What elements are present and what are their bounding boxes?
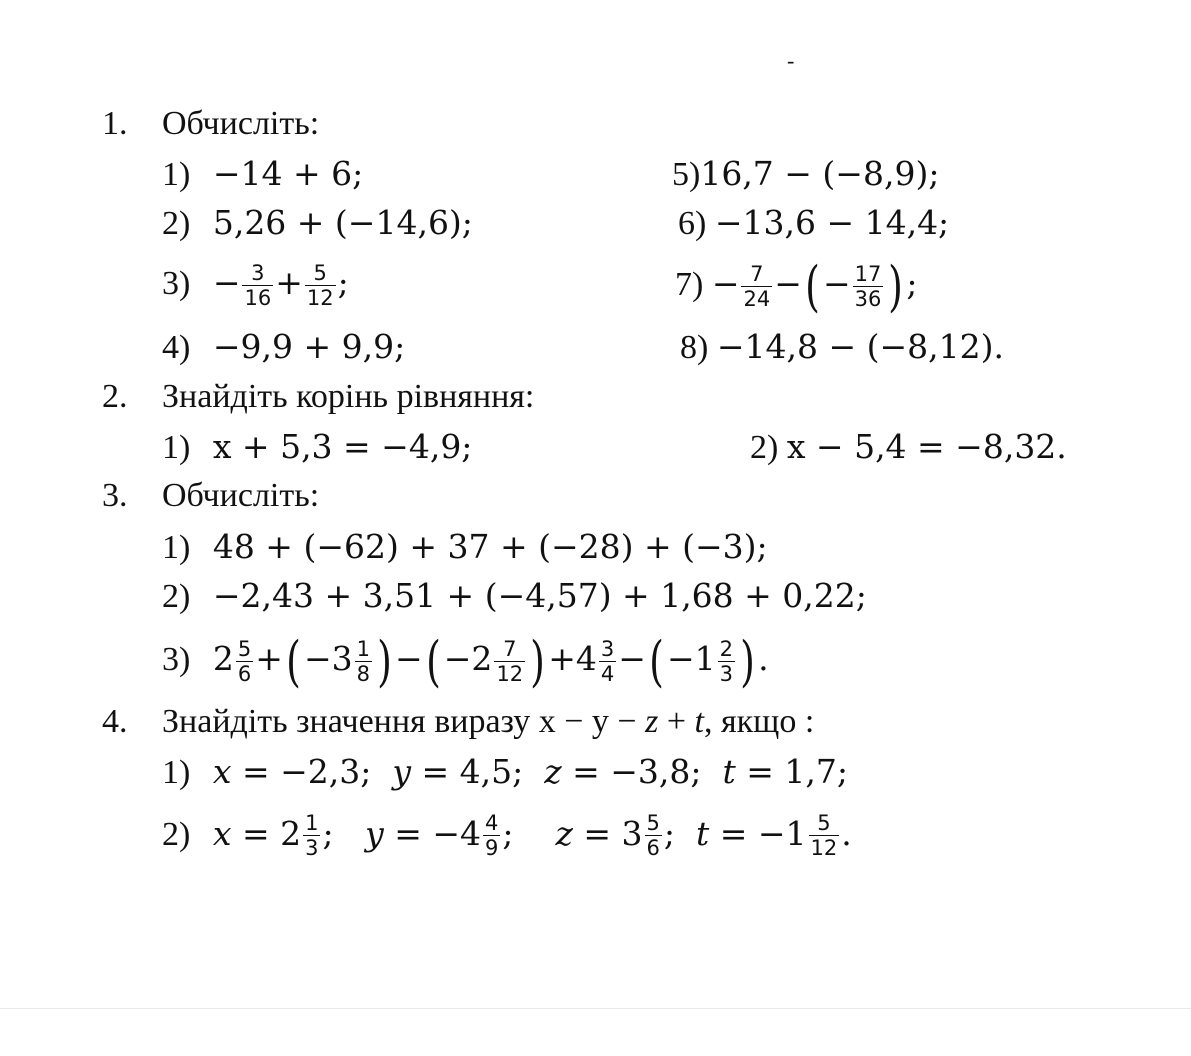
value-y: = −4 bbox=[383, 814, 482, 853]
fraction bbox=[718, 638, 735, 686]
item-number: 4) bbox=[162, 329, 191, 366]
task-title: Обчисліть: bbox=[162, 105, 320, 142]
numerator: 5 bbox=[237, 637, 252, 661]
fraction bbox=[599, 638, 616, 686]
plus-sign: + bbox=[658, 703, 695, 740]
item-number: 2) bbox=[162, 205, 191, 242]
variable-x: x bbox=[212, 752, 232, 791]
value-z: = −3,8; bbox=[561, 752, 702, 791]
value-x: = −2,3; bbox=[231, 752, 372, 791]
item-expression: x − 5,4 = −8,32. bbox=[786, 427, 1067, 466]
whole-part: −2 bbox=[443, 638, 493, 678]
numerator: 3 bbox=[600, 637, 615, 661]
numerator: 2 bbox=[719, 637, 734, 661]
task-3-item-3 bbox=[162, 630, 769, 693]
variable-z: z bbox=[544, 752, 562, 791]
variable-y: y bbox=[365, 814, 384, 853]
operator: − bbox=[618, 638, 646, 678]
denominator: 12 bbox=[306, 286, 334, 310]
variable-t: t bbox=[694, 703, 704, 740]
fraction bbox=[809, 812, 840, 860]
task-title: Обчисліть: bbox=[162, 477, 320, 514]
left-paren: ( bbox=[425, 630, 441, 693]
task-title bbox=[162, 702, 814, 742]
fraction bbox=[494, 638, 525, 686]
fraction bbox=[355, 638, 372, 686]
item-number: 2) bbox=[750, 429, 779, 466]
denominator: 8 bbox=[356, 662, 370, 686]
denominator: 4 bbox=[600, 662, 615, 686]
task-4-item-1 bbox=[162, 752, 848, 793]
item-number: 1) bbox=[162, 529, 191, 566]
task-number: 3. bbox=[102, 477, 128, 514]
denominator: 12 bbox=[810, 836, 838, 860]
denominator: 36 bbox=[854, 287, 882, 311]
numerator: 5 bbox=[313, 261, 327, 285]
minus-sign: − bbox=[212, 262, 241, 302]
denominator: 12 bbox=[496, 662, 524, 686]
operator: + bbox=[255, 638, 283, 678]
minus-sign: − bbox=[822, 263, 851, 303]
numerator: 5 bbox=[817, 811, 831, 835]
task-1-item-4 bbox=[162, 327, 405, 368]
item-expression: 5,26 + (−14,6); bbox=[212, 203, 473, 242]
item-number: 6) bbox=[678, 205, 707, 242]
right-paren: ) bbox=[530, 630, 546, 693]
numerator: 17 bbox=[854, 262, 882, 286]
task-4-item-2 bbox=[162, 812, 852, 860]
item-expression: −9,9 + 9,9; bbox=[212, 327, 406, 366]
item-expression: −2,43 + 3,51 + (−4,57) + 1,68 + 0,22; bbox=[212, 576, 867, 615]
variable-t: t bbox=[696, 814, 710, 853]
fraction bbox=[483, 812, 500, 860]
item-number: 3) bbox=[162, 640, 191, 678]
variable-y: y bbox=[392, 752, 411, 791]
task-2-item-1 bbox=[162, 427, 472, 468]
fraction bbox=[236, 638, 253, 686]
numerator: 7 bbox=[503, 637, 517, 661]
title-suffix: , якщо : bbox=[703, 703, 815, 740]
item-number: 5) bbox=[672, 156, 701, 193]
item-expression: x + 5,3 = −4,9; bbox=[212, 427, 473, 466]
task-1-item-6 bbox=[678, 203, 949, 244]
left-paren: ( bbox=[286, 630, 301, 693]
numerator: 1 bbox=[356, 637, 370, 661]
semicolon: ; bbox=[906, 263, 918, 303]
numerator: 1 bbox=[305, 811, 319, 835]
top-dash-mark: - bbox=[787, 48, 795, 73]
item-number: 2) bbox=[162, 578, 191, 615]
value-t: = 1,7; bbox=[735, 752, 848, 791]
task-1-item-2 bbox=[162, 203, 473, 244]
fraction bbox=[741, 263, 772, 311]
item-expression bbox=[212, 811, 852, 860]
task-2-item-2 bbox=[750, 427, 1067, 468]
fraction bbox=[303, 812, 320, 860]
item-expression: 16,7 − (−8,9); bbox=[700, 154, 940, 193]
fraction bbox=[853, 263, 884, 311]
item-expression: −14 + 6; bbox=[212, 154, 364, 193]
whole-part: −3 bbox=[303, 638, 353, 678]
item-number: 1) bbox=[162, 156, 191, 193]
item-expression: −13,6 − 14,4; bbox=[714, 203, 950, 242]
separator: ; bbox=[322, 814, 334, 853]
item-number: 8) bbox=[680, 329, 709, 366]
minus-sign: − bbox=[711, 263, 740, 303]
task-number: 4. bbox=[102, 703, 128, 740]
item-expression: 48 + (−62) + 37 + (−28) + (−3); bbox=[212, 527, 768, 566]
denominator: 6 bbox=[646, 836, 660, 860]
task-title: Знайдіть корінь рівняння: bbox=[162, 378, 535, 415]
value-y: = 4,5; bbox=[410, 752, 524, 791]
bottom-divider bbox=[0, 1008, 1191, 1009]
item-expression bbox=[213, 752, 848, 791]
task-1-item-5 bbox=[672, 154, 939, 195]
fraction bbox=[242, 262, 273, 310]
denominator: 6 bbox=[237, 662, 252, 686]
task-1-item-3 bbox=[162, 262, 349, 310]
denominator: 3 bbox=[305, 836, 319, 860]
task-3-item-2 bbox=[162, 576, 867, 617]
operator: + bbox=[548, 638, 576, 678]
minus-sign: − bbox=[774, 263, 802, 303]
whole-part: −1 bbox=[667, 638, 716, 678]
separator: . bbox=[841, 814, 852, 853]
fraction bbox=[305, 262, 336, 310]
whole-part: 4 bbox=[575, 638, 597, 678]
item-expression: −14,8 − (−8,12). bbox=[716, 327, 1004, 366]
value-z: = 3 bbox=[572, 814, 643, 853]
whole-part: 2 bbox=[212, 638, 234, 678]
right-paren: ) bbox=[740, 630, 755, 693]
value-t: = −1 bbox=[709, 814, 807, 853]
variable-t: t bbox=[722, 752, 736, 791]
variable-x: x bbox=[212, 814, 232, 853]
right-paren: ) bbox=[888, 255, 904, 318]
task-number: 1. bbox=[102, 105, 128, 142]
denominator: 9 bbox=[485, 836, 499, 860]
item-number: 3) bbox=[162, 264, 191, 302]
title-text: Знайдіть значення виразу x − y − bbox=[162, 703, 646, 740]
denominator: 3 bbox=[719, 662, 734, 686]
numerator: 5 bbox=[646, 811, 660, 835]
task-1-item-1 bbox=[162, 154, 363, 195]
period: . bbox=[758, 638, 769, 678]
item-number: 1) bbox=[162, 429, 191, 466]
separator: ; bbox=[663, 814, 676, 853]
item-number: 1) bbox=[162, 754, 191, 791]
variable-z: z bbox=[555, 814, 573, 853]
task-3-item-1 bbox=[162, 527, 768, 568]
item-number: 2) bbox=[162, 816, 191, 853]
right-paren: ) bbox=[377, 630, 392, 693]
denominator: 24 bbox=[743, 287, 771, 311]
task-1-item-7 bbox=[675, 255, 918, 318]
fraction bbox=[645, 812, 662, 860]
denominator: 16 bbox=[244, 286, 272, 310]
numerator: 7 bbox=[750, 262, 764, 286]
variable-z: z bbox=[645, 703, 659, 740]
left-paren: ( bbox=[805, 255, 820, 318]
value-x: = 2 bbox=[231, 814, 302, 853]
task-1-item-8 bbox=[680, 327, 1004, 368]
left-paren: ( bbox=[649, 630, 664, 693]
item-number: 7) bbox=[675, 265, 704, 303]
plus-sign: + bbox=[275, 262, 303, 302]
numerator: 3 bbox=[251, 261, 265, 285]
numerator: 4 bbox=[485, 811, 499, 835]
operator: − bbox=[395, 638, 423, 678]
separator: ; bbox=[502, 814, 514, 853]
semicolon: ; bbox=[337, 262, 349, 302]
task-number: 2. bbox=[102, 378, 128, 415]
